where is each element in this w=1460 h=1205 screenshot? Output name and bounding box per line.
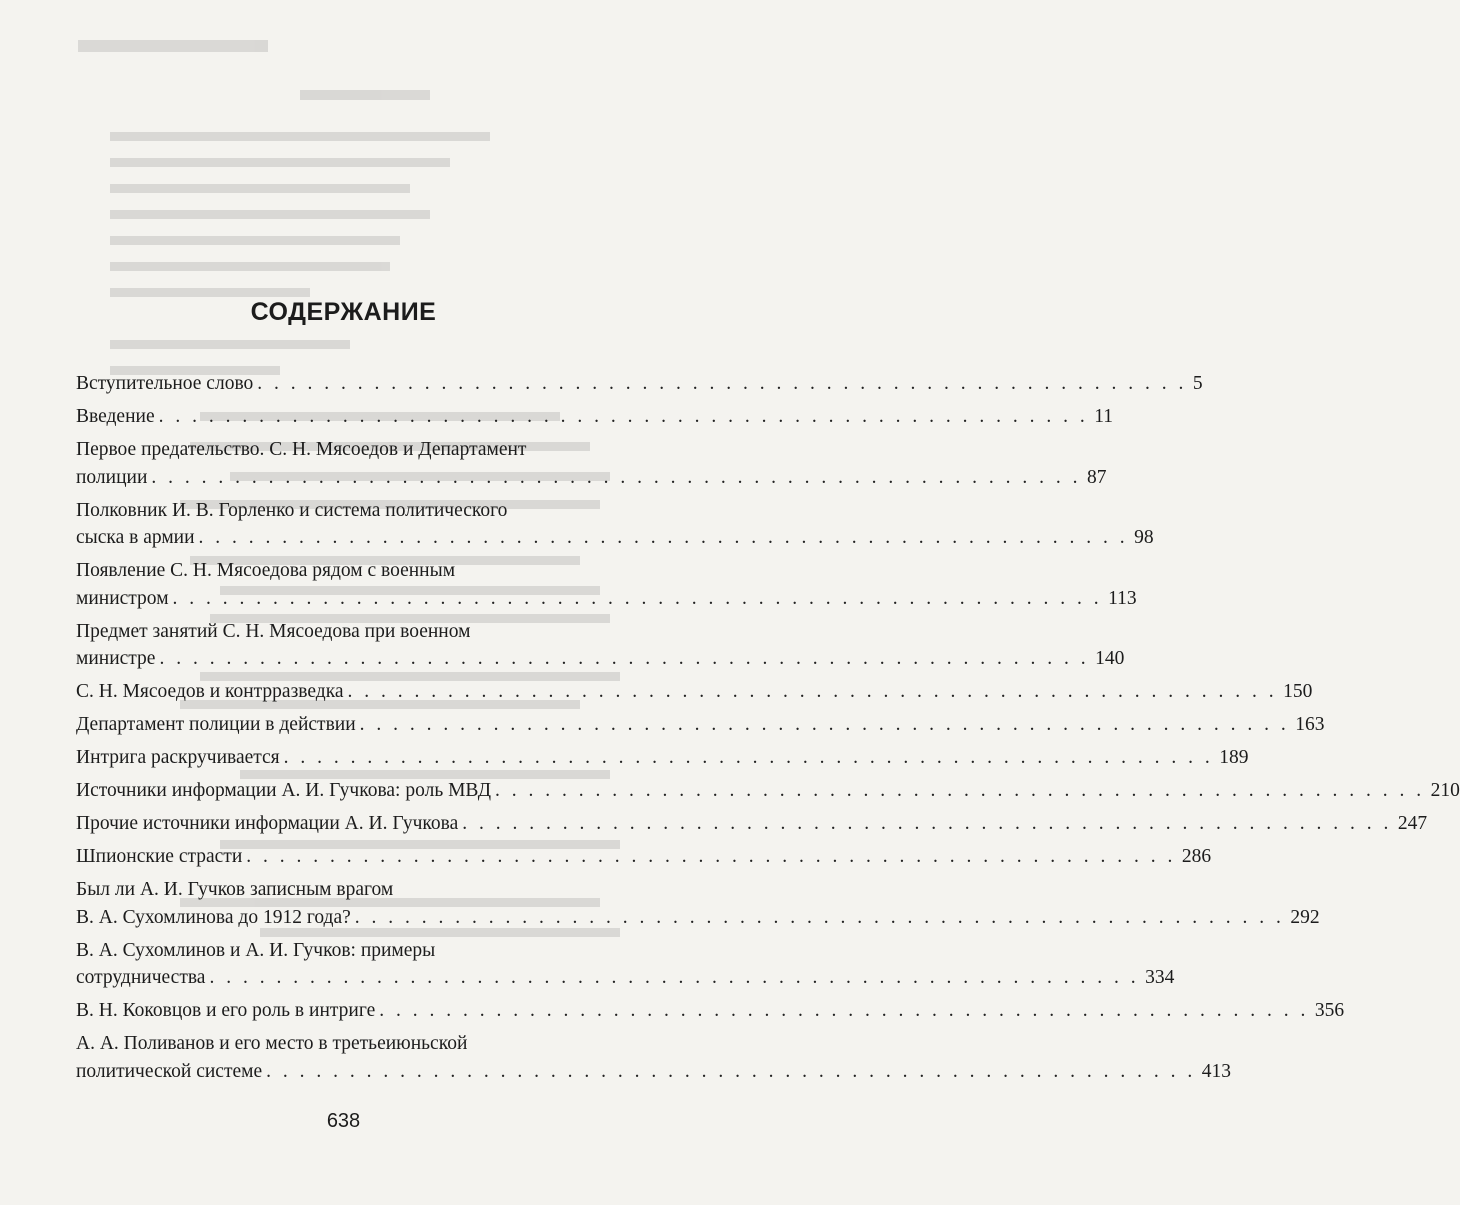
- toc-entry-title-line: Полковник И. В. Горленко и система политического: [76, 499, 508, 521]
- toc-entry-page-number: 5: [1192, 373, 1203, 394]
- toc-entry-title-line: политической системе: [76, 1060, 263, 1082]
- toc-entry-page-number: 140: [1095, 648, 1125, 669]
- toc-entry-title-line: Введение: [76, 406, 155, 427]
- toc-entry: [76, 711, 1325, 739]
- toc-entry: [76, 403, 1114, 431]
- toc-entry-row: [76, 678, 1313, 706]
- toc-entry-title-line: А. А. Поливанов и его место в третьеиюньской: [76, 1033, 468, 1054]
- toc-entry-page-number: 163: [1295, 714, 1325, 735]
- toc-entry-page-number: 413: [1201, 1060, 1231, 1082]
- toc-entry-title-line: Источники информации А. И. Гучкова: роль МВД: [76, 780, 491, 801]
- toc-entry: [76, 843, 1212, 871]
- toc-entry: [76, 744, 1249, 772]
- dot-leader: . . . . . . . . . . . . . . . . . . . . . . . . . . . . . . . . . . . . . . . . . . . . . . . . . . . . . . . .: [354, 906, 1285, 928]
- toc-entry-title-line: Появление С. Н. Мясоедова рядом с военным: [76, 560, 456, 581]
- toc-entry-title-line: Прочие источники информации А. И. Гучкова: [76, 813, 459, 834]
- toc-entry-row: [76, 403, 1114, 431]
- toc-entry-row: [76, 904, 1320, 932]
- toc-entry: [76, 557, 1137, 612]
- dot-leader: . . . . . . . . . . . . . . . . . . . . . . . . . . . . . . . . . . . . . . . . . . . . . . . . . . . . . . . .: [283, 747, 1214, 768]
- toc-entry-page-number: 210: [1430, 780, 1460, 801]
- toc-entry-page-number: 286: [1181, 846, 1212, 867]
- toc-entry-row: [76, 645, 1125, 673]
- dot-leader: . . . . . . . . . . . . . . . . . . . . . . . . . . . . . . . . . . . . . . . . . . . . . . . . . . . . . . . .: [246, 846, 1176, 867]
- dot-leader: . . . . . . . . . . . . . . . . . . . . . . . . . . . . . . . . . . . . . . . . . . . . . . . . . . . . . . . .: [151, 466, 1082, 488]
- toc-entry-title-line: сыска в армии: [76, 527, 195, 548]
- toc-entry-row: [76, 370, 1203, 398]
- toc-entry-row: [76, 744, 1249, 772]
- toc-entry-page-number: 113: [1108, 587, 1137, 609]
- toc-entry-title-line: С. Н. Мясоедов и контрразведка: [76, 681, 344, 702]
- toc-entry: [76, 1030, 1231, 1085]
- toc-entry-page-number: 87: [1087, 466, 1107, 488]
- toc-entry-title-line: Предмет занятий С. Н. Мясоедова при военном: [76, 620, 471, 642]
- toc-list: [76, 370, 1460, 1091]
- toc-entry-row: [76, 777, 1460, 805]
- toc-entry-row: [76, 464, 1107, 492]
- dot-leader: . . . . . . . . . . . . . . . . . . . . . . . . . . . . . . . . . . . . . . . . . . . . . . . . . . . . . . . .: [158, 406, 1089, 427]
- dot-leader: . . . . . . . . . . . . . . . . . . . . . . . . . . . . . . . . . . . . . . . . . . . . . . . . . . . . . . . .: [257, 373, 1187, 394]
- toc-entry-title-line: сотрудничества: [76, 967, 206, 988]
- toc-entry-page-number: 11: [1094, 406, 1114, 427]
- toc-entry: [76, 810, 1428, 838]
- toc-entry-row: [76, 1058, 1231, 1086]
- toc-entry-page-number: 247: [1397, 813, 1428, 834]
- toc-entry-row: [76, 810, 1428, 838]
- toc-entry-row: [76, 585, 1137, 613]
- toc-entry-title-line: министром: [76, 587, 169, 609]
- toc-entry-title-line: Интрига раскручивается: [76, 747, 280, 768]
- toc-entry-page-number: 189: [1219, 747, 1249, 768]
- dot-leader: . . . . . . . . . . . . . . . . . . . . . . . . . . . . . . . . . . . . . . . . . . . . . . . . . . . . . . . .: [359, 714, 1290, 735]
- toc-entry-row: [76, 524, 1154, 552]
- toc-entry-title-line: Был ли А. И. Гучков записным врагом: [76, 879, 394, 900]
- toc-entry: [76, 436, 1107, 491]
- toc-entry-page-number: 98: [1134, 527, 1154, 548]
- toc-entry-page-number: 334: [1145, 967, 1175, 988]
- dot-leader: . . . . . . . . . . . . . . . . . . . . . . . . . . . . . . . . . . . . . . . . . . . . . . . . . . . . . . . .: [172, 587, 1103, 609]
- dot-leader: . . . . . . . . . . . . . . . . . . . . . . . . . . . . . . . . . . . . . . . . . . . . . . . . . . . . . . . .: [266, 1060, 1196, 1082]
- page-number: 638: [326, 1110, 361, 1132]
- toc-entry: [76, 370, 1203, 398]
- toc-entry: [76, 497, 1154, 552]
- toc-entry-title-line: министре: [76, 648, 156, 669]
- toc-entry: [76, 876, 1320, 931]
- toc-entry: [76, 777, 1460, 805]
- toc-entry-row: [76, 843, 1212, 871]
- toc-entry-title-line: Первое предательство. С. Н. Мясоедов и Департамент: [76, 439, 527, 460]
- toc-entry: [76, 997, 1345, 1025]
- toc-title: СОДЕРЖАНИЕ: [250, 298, 437, 326]
- toc-entry-row: [76, 964, 1175, 992]
- toc-entry-row: [76, 997, 1345, 1025]
- toc-entry-title-line: Департамент полиции в действии: [76, 714, 356, 735]
- dot-leader: . . . . . . . . . . . . . . . . . . . . . . . . . . . . . . . . . . . . . . . . . . . . . . . . . . . . . . . .: [462, 813, 1392, 834]
- toc-entry-title-line: В. А. Сухомлинова до 1912 года?: [76, 906, 351, 928]
- toc-entry-title-line: В. А. Сухомлинов и А. И. Гучков: примеры: [76, 939, 436, 961]
- toc-entry-title-line: В. Н. Коковцов и его роль в интриге: [76, 1000, 376, 1021]
- toc-entry-page-number: 292: [1290, 906, 1320, 928]
- toc-entry-title-line: Вступительное слово: [76, 373, 254, 394]
- toc-entry-page-number: 356: [1314, 1000, 1345, 1021]
- toc-entry-page-number: 150: [1283, 681, 1313, 702]
- toc-entry: [76, 618, 1125, 673]
- dot-leader: . . . . . . . . . . . . . . . . . . . . . . . . . . . . . . . . . . . . . . . . . . . . . . . . . . . . . . . .: [159, 648, 1090, 669]
- dot-leader: . . . . . . . . . . . . . . . . . . . . . . . . . . . . . . . . . . . . . . . . . . . . . . . . . . . . . . . .: [495, 780, 1425, 801]
- toc-entry: [76, 937, 1175, 992]
- dot-leader: . . . . . . . . . . . . . . . . . . . . . . . . . . . . . . . . . . . . . . . . . . . . . . . . . . . . . . . .: [209, 967, 1140, 988]
- toc-entry-title-line: полиции: [76, 466, 148, 488]
- toc-entry-title-line: Шпионские страсти: [76, 846, 243, 867]
- dot-leader: . . . . . . . . . . . . . . . . . . . . . . . . . . . . . . . . . . . . . . . . . . . . . . . . . . . . . . . .: [379, 1000, 1309, 1021]
- dot-leader: . . . . . . . . . . . . . . . . . . . . . . . . . . . . . . . . . . . . . . . . . . . . . . . . . . . . . . . .: [347, 681, 1278, 702]
- toc-entry: [76, 678, 1313, 706]
- toc-entry-row: [76, 711, 1325, 739]
- dot-leader: . . . . . . . . . . . . . . . . . . . . . . . . . . . . . . . . . . . . . . . . . . . . . . . . . . . . . . . .: [198, 527, 1129, 548]
